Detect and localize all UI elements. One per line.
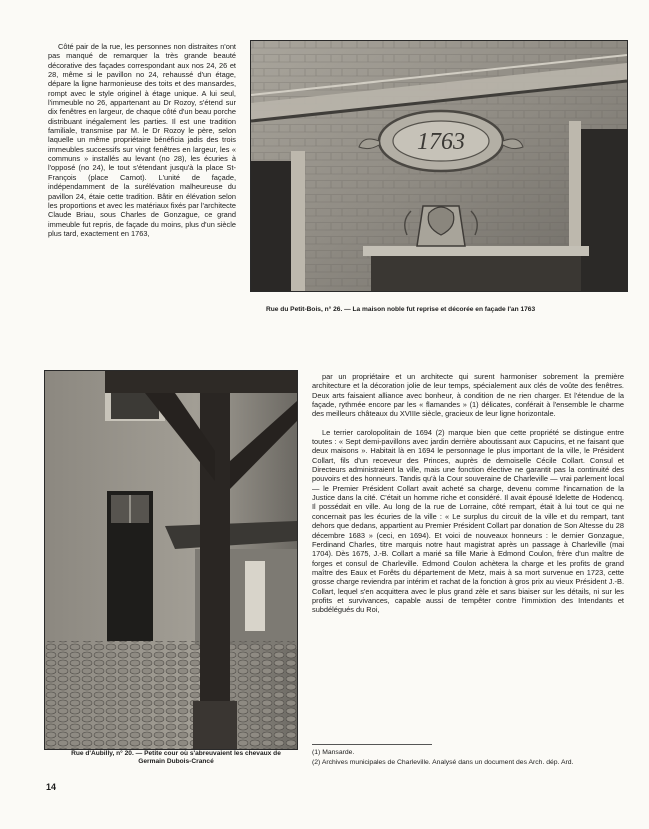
courtyard-illustration: [45, 371, 297, 749]
footnote-divider: [312, 744, 432, 745]
paragraph: Le terrier carolopolitain de 1694 (2) marque bien que cette propriété se distingue entre toutes : « Sept demi-pavillons avec jardin derrière aboutissant aux Capucins, et ne faisant que deux maisons ». Habitait là en 1694 le personnage le plus important de la ville, le Président Collart, fils d'un receveur des Princes, auprès de demoiselle Cécile Collart. Consul et Directeurs administraient la ville, mais une fonction élective ne garantit pas la continuité des pouvoirs et des honneurs. Tandis qu'à la Cour souveraine de Charleville — vrai parlement local — le Premier Président Collart avait acheté sa charge, devenu comme l'incarnation de la Justice dans la cité. C'était un homme riche et considéré. Il avait épousé Idelette de Hodencq. Il possédait en ville. Au long de la rue de Lorraine, côté rempart, était à lui tout ce qui ne concernait pas les écuries de la ville : « Le surplus du circuit de la ville et du rempart, tant dehors que dedans, appartient au Premier Président Collart par donation de Son Altesse du 28 décembre 1683 » (ceci, en 1694). Et voici de nouveaux honneurs : le dernier Gonzague, Ferdinand Charles, titre marquis notre haut magistrat après un passage à Charleville (mai 1704). Dès 1675, J.-B. Collart a marié sa fille Marie à Edmond Coulon, frère d'un maître de forges et consul de Charleville. Edmond Coulon achètera la charge et les profits de grand maître des Eaux et Forêts du département de Metz, mais à sa mort survenue en 1723, cette grosse charge reviendra par intérim et rachat de la fonction à gros prix au vieux Président J.-B. Collart, lequel s'en acquittera avec le plus grand zèle et sans biaiser sur les détails, ni sur les profits et survivances, capable aussi de tempêter contre l'immixtion des Intendants et subdélégués du Roi,: [312, 427, 624, 615]
paragraph: par un propriétaire et un architecte qui surent harmoniser sobrement la première architecture et la décoration jolie de leur temps, spécialement aux clés de voûte des fenêtres. Deux arts faisaient alliance avec bonheur, à condition de ne rien charger. Et l'étendue de la façade, rythmée encore par les « flamandes » (1) délicates, conférait à l'ensemble le charme des meilleurs châteaux du XVIIIe siècle, gracieux de leur ligne horizontale.: [312, 372, 624, 419]
paragraph: Côté pair de la rue, les personnes non distraites n'ont pas manqué de remarquer la très grande beauté décorative des façades correspondant aux nos 24, 26 et 28, même si le pavillon no 24, rehaussé d'un étage, dépare la ligne harmonieuse des toits et des mansardes, rompt avec le style originel à étage unique. A lui seul, l'immeuble no 26, appartenant au Dr Rozoy, s'étend sur dix fenêtres en largeur, de chaque côté d'un beau porche distribuant inégalement les parties. Il est une tradition familiale, transmise par M. le Dr Rozoy le père, selon laquelle un même propriétaire bénéficia jadis des trois immeubles successifs sur vingt fenêtres en largeur, les « communs » installés au levant (no 28), les écuries à l'opposé (no 24), le tout s'étendant jusqu'à la place St-François (place Carnot). L'unité de façade, indépendamment de la surélévation malheureuse du pavillon 24, étaie cette tradition. Bâtir en élévation selon les proportions et avec les matériaux fixés par l'architecte Claude Briau, sous Charles de Gonzague, ce grand immeuble fut repris, de façade du moins, plus d'un siècle plus tard, exactement en 1763,: [48, 42, 236, 238]
facade-illustration: [251, 41, 627, 291]
courtyard-photo: [44, 370, 298, 750]
facade-photo: [250, 40, 628, 292]
footnotes: [312, 744, 624, 768]
footnote: (1) Mansarde.: [312, 749, 355, 756]
top-photo-caption: Rue du Petit-Bois, n° 26. — La maison noble fut reprise et décorée en façade l'an 1763: [266, 306, 536, 313]
page-number: 14: [46, 782, 57, 792]
plaque-date: 1763: [417, 129, 465, 155]
right-text-column: [312, 372, 624, 615]
left-text-column: [48, 42, 236, 238]
footnote: (2) Archives municipales de Charleville. Analysé dans un document des Arch. dép. Ard.: [312, 758, 574, 766]
bottom-photo-caption: Rue d'Aubilly, n° 20. — Petite cour où s'abreuvaient les chevaux de Germain Dubois-Crancé: [71, 750, 281, 766]
